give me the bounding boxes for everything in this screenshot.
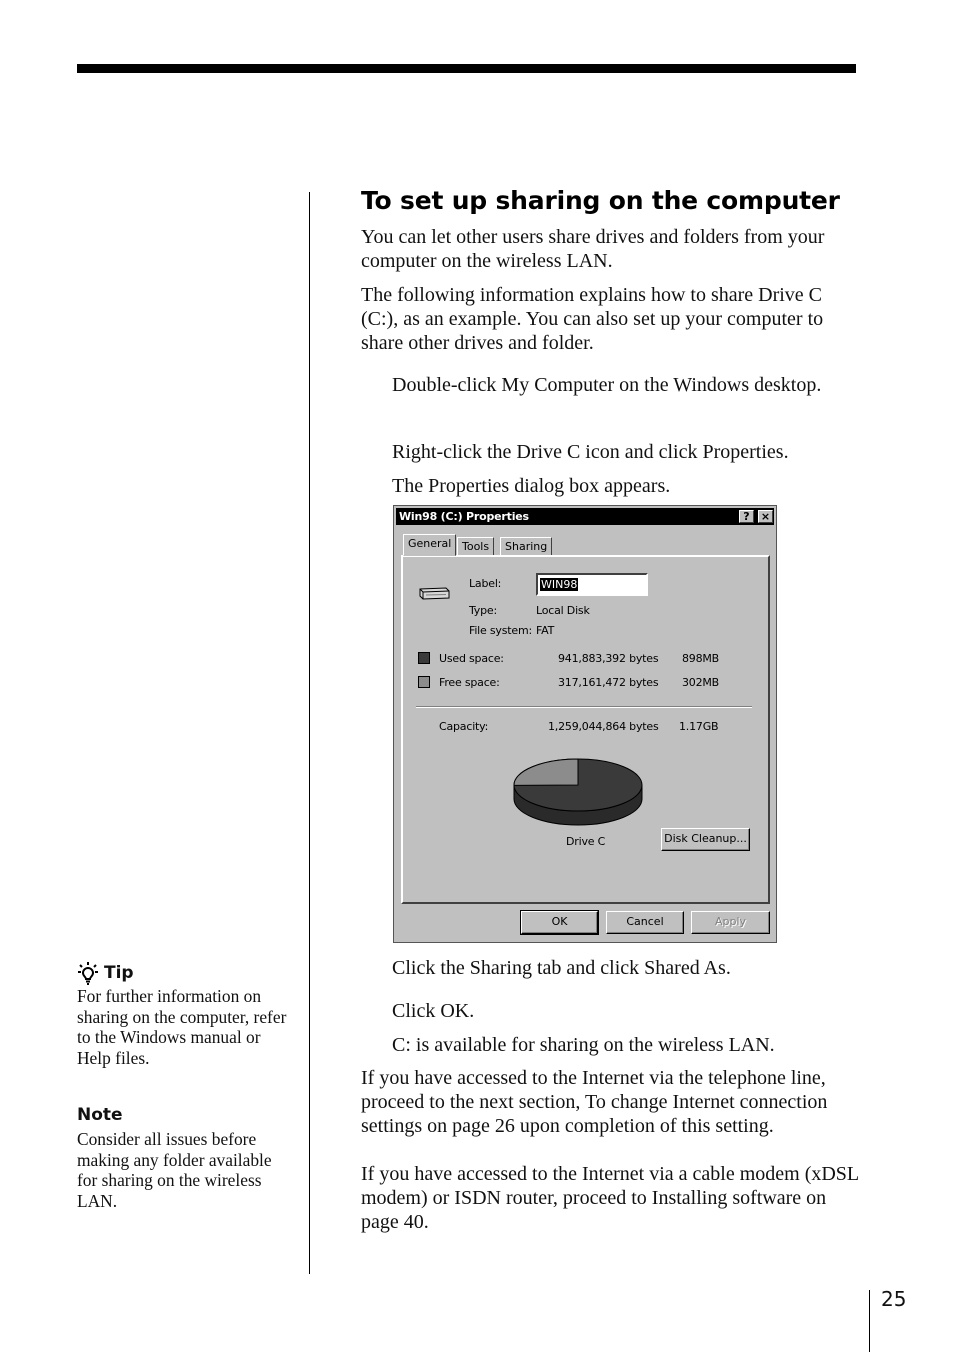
top-rule <box>77 64 856 73</box>
step-3: Click the Sharing tab and click Shared As. <box>392 957 731 979</box>
type-value: Local Disk <box>536 604 590 617</box>
tab-tools[interactable]: Tools <box>457 537 494 556</box>
free-space-swatch <box>418 676 430 688</box>
used-space-bytes: 941,883,392 bytes <box>558 652 659 665</box>
type-caption: Type: <box>469 604 497 617</box>
step-2-result: The Properties dialog box appears. <box>392 475 671 497</box>
dialog-titlebar <box>396 508 774 525</box>
hard-drive-icon <box>418 585 450 601</box>
outro-paragraph-1: If you have accessed to the Internet via the telephone line, proceed to the next section, To change Internet connection settings on page 26 upon completion of this setting. <box>361 1067 828 1137</box>
free-space-mb: 302MB <box>682 676 720 689</box>
tab-general[interactable]: General <box>403 534 456 556</box>
outro-paragraph-2: If you have accessed to the Internet via a cable modem (xDSL modem) or ISDN router, proceed to Installing software on page 40. <box>361 1163 859 1233</box>
label-input-value: WIN98 <box>541 578 578 591</box>
tip-title: Tip <box>104 963 134 983</box>
step-1: Double-click My Computer on the Windows desktop. <box>392 374 822 396</box>
label-caption: Label: <box>469 577 502 590</box>
intro-paragraph-2: The following information explains how to share Drive C (C:), as an example. You can also set up your computer to share other drives and folder. <box>361 284 824 354</box>
close-button[interactable]: × <box>758 510 773 523</box>
capacity-bytes: 1,259,044,864 bytes <box>548 720 659 733</box>
lightbulb-icon <box>77 961 99 985</box>
dialog-title: Win98 (C:) Properties <box>399 510 529 523</box>
ok-button[interactable]: OK <box>521 911 598 934</box>
step-4-result: C: is available for sharing on the wireless LAN. <box>392 1034 775 1056</box>
free-space-caption: Free space: <box>439 676 500 689</box>
page-number-rule <box>869 1290 870 1352</box>
file-system-value: FAT <box>536 624 555 637</box>
separator <box>416 706 752 708</box>
used-space-caption: Used space: <box>439 652 504 665</box>
used-space-swatch <box>418 652 430 664</box>
cancel-button[interactable]: Cancel <box>606 911 684 934</box>
intro-paragraph-1: You can let other users share drives and folders from your computer on the wireless LAN. <box>361 226 825 272</box>
apply-button[interactable]: Apply <box>691 911 770 934</box>
column-divider <box>309 192 310 1274</box>
free-space-bytes: 317,161,472 bytes <box>558 676 659 689</box>
help-button[interactable]: ? <box>739 510 754 523</box>
used-space-mb: 898MB <box>682 652 720 665</box>
section-heading: To set up sharing on the computer <box>361 186 840 215</box>
file-system-caption: File system: <box>469 624 532 637</box>
tab-sharing[interactable]: Sharing <box>500 537 552 556</box>
note-title: Note <box>77 1105 123 1125</box>
note-text: Consider all issues before making any folder available for sharing on the wireless LAN. <box>77 1129 272 1211</box>
capacity-caption: Capacity: <box>439 720 489 733</box>
disk-cleanup-button[interactable]: Disk Cleanup... <box>661 828 750 851</box>
capacity-gb: 1.17GB <box>679 720 719 733</box>
pie-free-slice <box>514 759 578 785</box>
properties-dialog <box>393 505 777 943</box>
step-2: Right-click the Drive C icon and click Properties. <box>392 441 789 463</box>
label-input[interactable] <box>536 573 648 596</box>
drive-caption: Drive C <box>566 835 606 848</box>
tip-text: For further information on sharing on the computer, refer to the Windows manual or Help files. <box>77 986 287 1068</box>
step-4: Click OK. <box>392 1000 475 1022</box>
page-number: 25 <box>881 1287 907 1311</box>
disk-usage-pie-chart <box>511 756 645 830</box>
